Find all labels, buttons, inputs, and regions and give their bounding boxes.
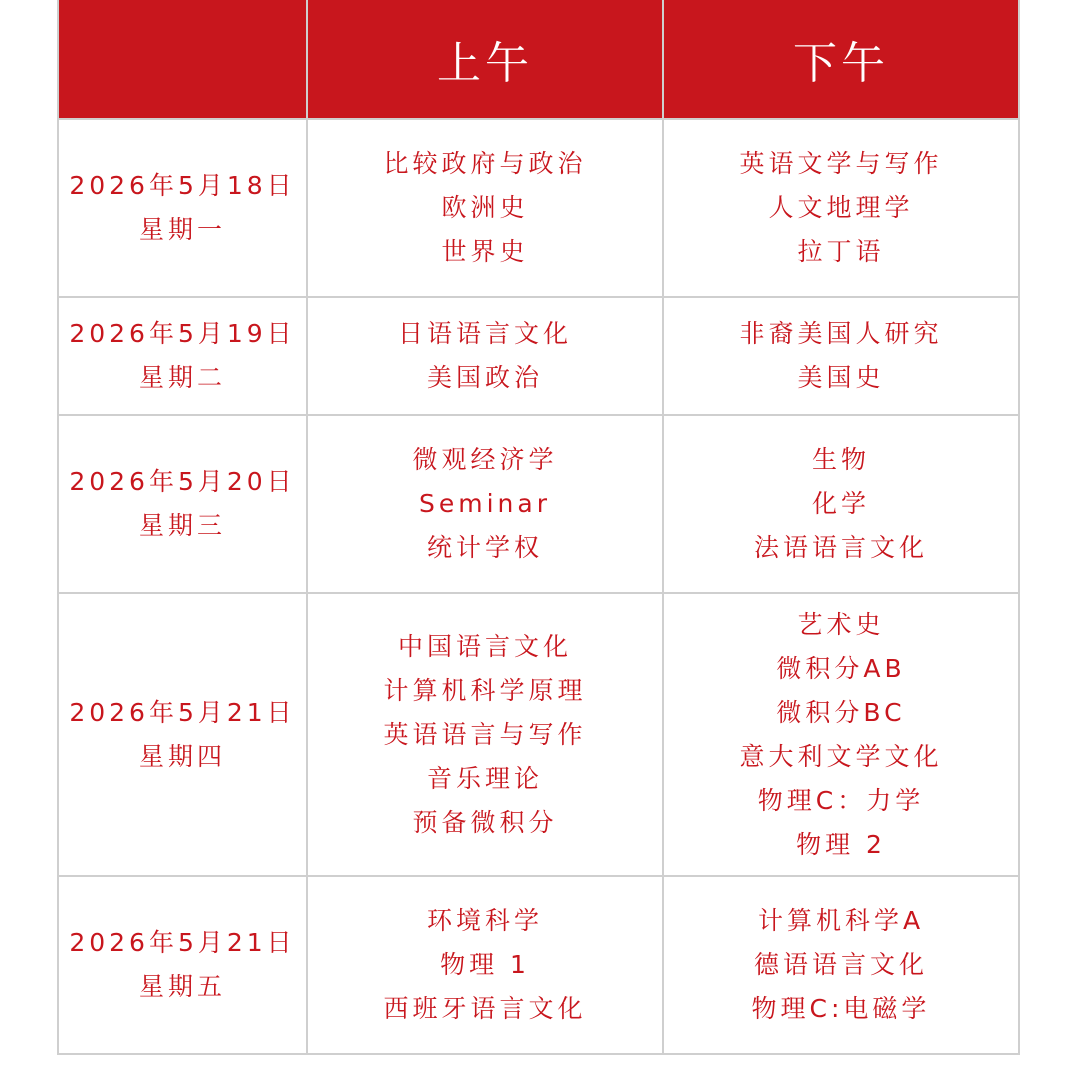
date-text: 2026年5月21日 (69, 928, 296, 957)
subject: 艺术史 (797, 609, 885, 639)
table-row (58, 119, 1019, 297)
subject: Seminar (419, 489, 551, 518)
subject: 环境科学 (426, 906, 543, 935)
date-text: 2026年5月20日 (69, 467, 296, 496)
table-row (58, 593, 1019, 876)
subject: 物理 1 (440, 950, 530, 979)
header-row (58, 0, 1019, 119)
subject: 世界史 (441, 237, 529, 266)
subject: 德语语言文化 (753, 950, 928, 979)
date-text: 2026年5月18日 (69, 171, 296, 200)
subject: 比较政府与政治 (383, 149, 587, 178)
subject: 物理 2 (796, 829, 886, 859)
subject: 化学 (811, 489, 870, 518)
subject: 法语语言文化 (753, 533, 928, 562)
weekday-text: 星期三 (138, 511, 226, 540)
subject: 计算机科学A (757, 906, 925, 935)
subject: 英语语言与写作 (383, 719, 587, 749)
header-afternoon: 下午 (663, 0, 1019, 119)
subject: 欧洲史 (441, 193, 529, 222)
subject: 微观经济学 (412, 445, 558, 474)
afternoon-cell (663, 415, 1019, 593)
date-cell (58, 593, 307, 876)
table-row (58, 297, 1019, 415)
subject: 日语语言文化 (397, 319, 572, 348)
subject: 计算机科学原理 (383, 675, 587, 705)
subject: 生物 (811, 445, 870, 474)
morning-cell (307, 119, 663, 297)
table-row (58, 876, 1019, 1054)
date-cell (58, 415, 307, 593)
date-cell (58, 119, 307, 297)
afternoon-cell (663, 876, 1019, 1054)
subject: 物理C:电磁学 (751, 994, 931, 1023)
date-cell (58, 876, 307, 1054)
subject: 音乐理论 (426, 763, 543, 793)
subject: 美国史 (797, 363, 885, 392)
afternoon-cell (663, 119, 1019, 297)
subject: 物理C：力学 (757, 785, 925, 815)
subject: 预备微积分 (412, 807, 558, 837)
subject: 美国政治 (426, 363, 543, 392)
weekday-text: 星期四 (138, 741, 226, 771)
weekday-text: 星期五 (138, 972, 226, 1001)
afternoon-cell (663, 593, 1019, 876)
subject: 拉丁语 (797, 237, 885, 266)
morning-cell (307, 876, 663, 1054)
table-row (58, 415, 1019, 593)
subject: 统计学权 (426, 533, 543, 562)
subject: 意大利文学文化 (739, 741, 943, 771)
subject: 人文地理学 (768, 193, 914, 222)
subject: 非裔美国人研究 (739, 319, 943, 348)
subject: 微积分AB (776, 653, 906, 683)
weekday-text: 星期二 (138, 363, 226, 392)
morning-cell (307, 297, 663, 415)
date-text: 2026年5月19日 (69, 319, 296, 348)
date-cell (58, 297, 307, 415)
date-text: 2026年5月21日 (69, 697, 296, 727)
morning-cell (307, 415, 663, 593)
subject: 微积分BC (776, 697, 906, 727)
weekday-text: 星期一 (138, 215, 226, 244)
header-morning: 上午 (307, 0, 663, 119)
header-empty-cell (58, 0, 307, 119)
subject: 中国语言文化 (397, 631, 572, 661)
morning-cell (307, 593, 663, 876)
afternoon-cell (663, 297, 1019, 415)
exam-schedule-table (57, 0, 1020, 1055)
subject: 英语文学与写作 (739, 149, 943, 178)
subject: 西班牙语言文化 (383, 994, 587, 1023)
